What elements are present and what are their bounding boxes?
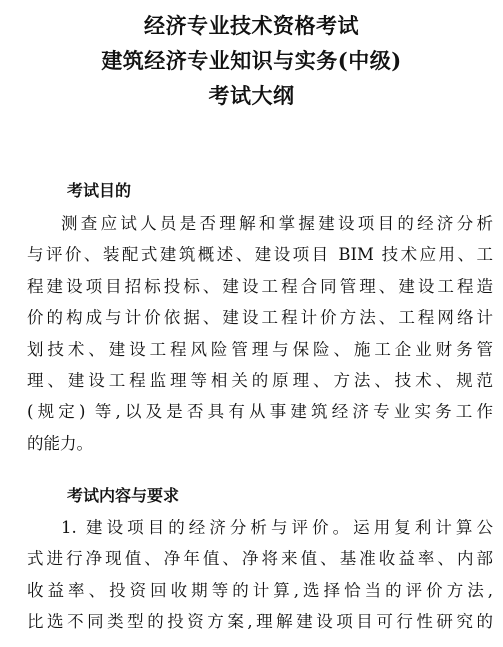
paragraph-line: 比选不同类型的投资方案,理解建设项目可行性研究的 [27,612,493,632]
title-line-exam-name: 经济专业技术资格考试 [144,13,359,38]
paragraph-line: 1. 建设项目的经济分析与评价。运用复利计算公 [61,518,493,537]
paragraph-line: 与评价、装配式建筑概述、建设项目 BIM 技术应用、工 [27,245,493,265]
paragraph-line: 程建设项目招标投标、建设工程合同管理、建设工程造 [27,276,493,296]
paragraph-purpose [27,208,493,459]
document-title [0,8,503,113]
paragraph-line: (规定) 等,以及是否具有从事建筑经济专业实务工作 [27,402,493,422]
paragraph-content [27,512,493,638]
title-line-syllabus: 考试大纲 [208,83,295,108]
paragraph-line: 式进行净现值、净年值、净将来值、基准收益率、内部 [27,549,493,569]
section-heading-purpose: 考试目的 [67,181,132,200]
paragraph-line: 价的构成与计价依据、建设工程计价方法、工程网络计 [27,308,493,328]
paragraph-line: 的能力。 [27,433,93,453]
paragraph-line: 收益率、投资回收期等的计算,选择恰当的评价方法, [27,580,493,600]
title-line-subject: 建筑经济专业知识与实务(中级) [101,48,402,73]
paragraph-line: 理、建设工程监理等相关的原理、方法、技术、规范 [27,370,493,390]
paragraph-line: 划技术、建设工程风险管理与保险、施工企业财务管 [27,339,493,359]
paragraph-line: 测查应试人员是否理解和掌握建设项目的经济分析 [61,214,493,233]
section-heading-content: 考试内容与要求 [67,486,180,505]
